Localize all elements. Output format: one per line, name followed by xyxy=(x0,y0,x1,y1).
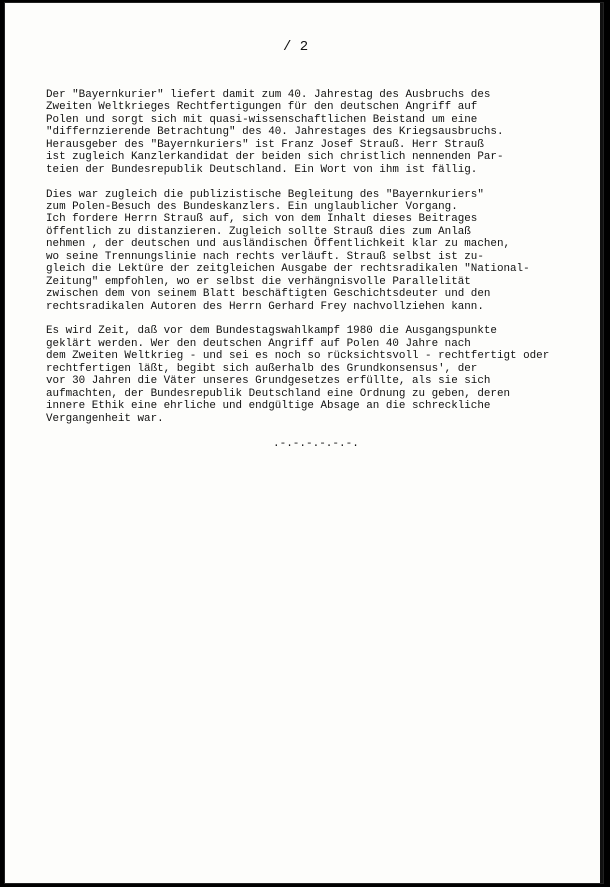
text-line: Polen und sorgt sich mit quasi-wissenschaftlichen Beistand um eine xyxy=(46,113,478,126)
text-line: Es wird Zeit, daß vor dem Bundestagswahlkampf 1980 die Ausgangspunkte xyxy=(46,325,497,338)
text-line: Vergangenheit war. xyxy=(46,412,164,425)
text-line: dem Zweiten Weltkrieg - und sei es noch so rücksichtsvoll - rechtfertigt oder xyxy=(46,350,550,363)
end-separator: .-.-.-.-.-.-. xyxy=(273,438,359,450)
text-line: Der "Bayernkurier" liefert damit zum 40. Jahrestag des Ausbruchs des xyxy=(46,89,491,101)
text-line: rechtsradikalen Autoren des Herrn Gerhard Frey nachvollziehen kann. xyxy=(46,300,484,313)
text-line: "differnzierende Betrachtung" des 40. Jahrestages des Kriegsausbruchs. xyxy=(46,126,504,139)
text-line: gleich die Lektüre der zeitgleichen Ausgabe der rechtsradikalen "National- xyxy=(46,263,530,276)
text-line: aufmachten, der Bundesrepublik Deutschland eine Ordnung zu geben, deren xyxy=(46,387,511,400)
text-line: nehmen , der deutschen und ausländischen Öffentlichkeit klar zu machen, xyxy=(46,238,511,251)
letter-body xyxy=(46,89,586,438)
paragraph-1 xyxy=(46,89,586,176)
text-line: Zeitung" empfohlen, wo er selbst die verhängnisvolle Parallelität xyxy=(46,275,471,288)
text-line: vor 30 Jahren die Väter unseres Grundgesetzes erfüllte, als sie sich xyxy=(46,375,491,388)
text-line: rechtfertigen läßt, begibt sich außerhalb des Grundkonsensus', der xyxy=(46,362,478,375)
text-line: Dies war zugleich die publizistische Begleitung des "Bayernkuriers" xyxy=(46,188,484,201)
paragraph-3 xyxy=(46,325,586,425)
text-line: Zweiten Weltkrieges Rechtfertigungen für den deutschen Angriff auf xyxy=(46,101,478,114)
text-line: geklärt werden. Wer den deutschen Angriff auf Polen 40 Jahre nach xyxy=(46,337,471,350)
document-page xyxy=(4,2,604,884)
text-line: ist zugleich Kanzlerkandidat der beiden sich christlich nennenden Par- xyxy=(46,151,504,164)
text-line: Herausgeber des "Bayernkuriers" ist Franz Josef Strauß. Herr Strauß xyxy=(46,138,484,151)
page-number: / 2 xyxy=(283,39,309,55)
text-line: wo seine Trennungslinie nach rechts verläuft. Strauß selbst ist zu- xyxy=(46,250,484,263)
text-line: zum Polen-Besuch des Bundeskanzlers. Ein unglaublicher Vorgang. xyxy=(46,201,458,214)
text-line: Ich fordere Herrn Strauß auf, sich von dem Inhalt dieses Beitrages xyxy=(46,213,478,226)
text-line: öffentlich zu distanzieren. Zugleich sollte Strauß dies zum Anlaß xyxy=(46,225,471,238)
text-line: innere Ethik eine ehrliche und endgültige Absage an die schreckliche xyxy=(46,400,491,413)
page-edge-shadow xyxy=(600,3,603,883)
text-line: teien der Bundesrepublik Deutschland. Ein Wort von ihm ist fällig. xyxy=(46,163,478,176)
paragraph-2 xyxy=(46,189,586,314)
text-line: zwischen dem von seinem Blatt beschäftigten Geschichtsdeuter und den xyxy=(46,288,491,301)
